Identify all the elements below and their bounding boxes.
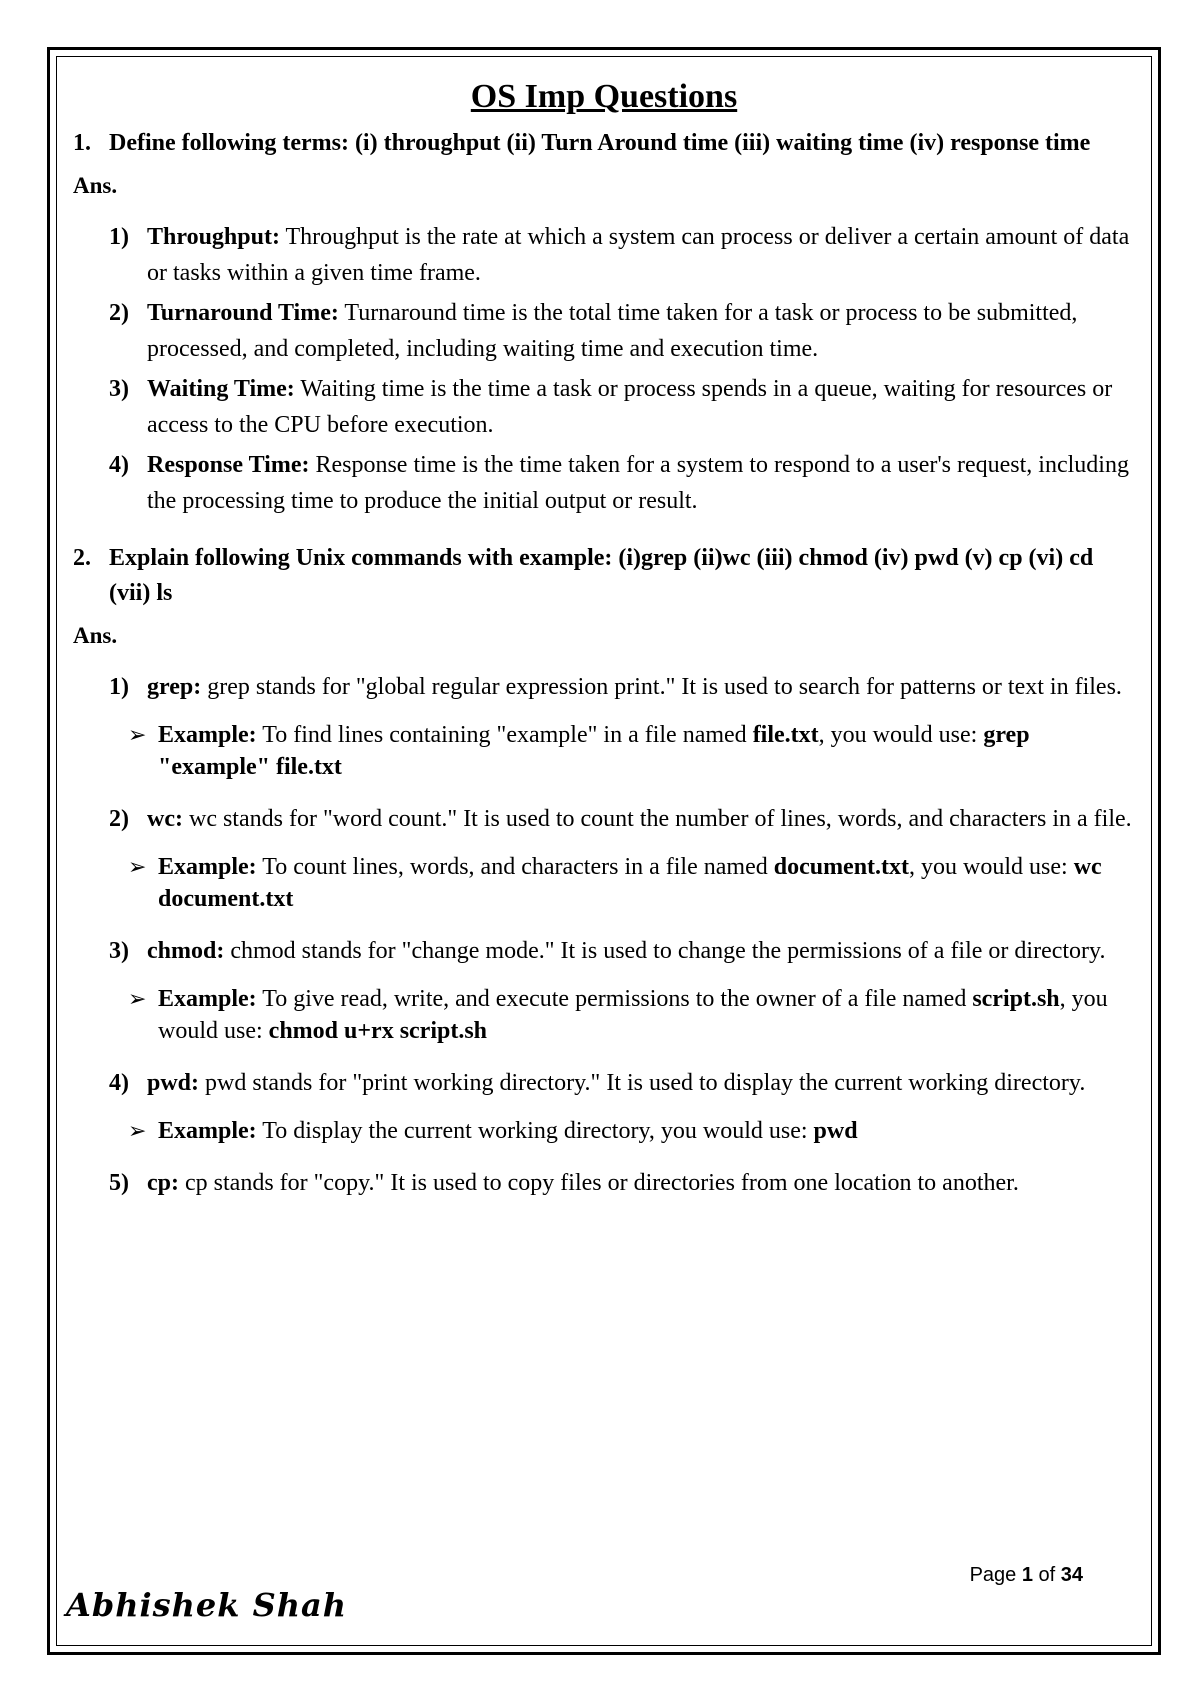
item-number: 3): [109, 938, 129, 964]
definition: Waiting time is the time a task or process spends in a queue, waiting for resources or access to the CPU before execution.: [147, 376, 1113, 438]
question-text: Define following terms: (i) throughput (ii) Turn Around time (iii) waiting time (iv) response time: [109, 130, 1091, 156]
item-number: 5): [109, 1170, 129, 1196]
example: [128, 1115, 1135, 1147]
page-of: of: [1032, 1564, 1061, 1586]
example-text: To give read, write, and execute permissions to the owner of a file named: [256, 986, 973, 1012]
example-command: grep "example" file.txt: [158, 722, 1030, 780]
definition: Turnaround time is the total time taken for a task or process to be submitted, processed, and completed, including waiting time and execution time.: [147, 300, 1078, 362]
example-label: Example:: [158, 722, 257, 748]
item-number: 2): [109, 300, 129, 326]
definition: grep stands for "global regular expression print." It is used to search for patterns or text in files.: [201, 674, 1122, 700]
term: chmod:: [147, 938, 225, 964]
item-number: 4): [109, 452, 129, 478]
document-title: OS Imp Questions: [470, 78, 738, 115]
example-file: script.sh: [972, 986, 1060, 1012]
example: [128, 719, 1135, 783]
example-command: wc document.txt: [158, 854, 1102, 912]
example: [128, 983, 1135, 1047]
list-item: [109, 933, 1135, 969]
question-text: Explain following Unix commands with example: (i)grep (ii)wc (iii) chmod (iv) pwd (v) cp (vi) cd (vii) ls: [109, 545, 1094, 606]
example-label: Example:: [158, 854, 257, 880]
example-text: To display the current working directory, you would use:: [256, 1118, 814, 1144]
example-text: , you would use:: [909, 854, 1074, 880]
page-current: 1: [1021, 1564, 1033, 1586]
term: wc:: [147, 806, 183, 832]
arrow-bullet-icon: ➢: [128, 1118, 147, 1143]
example-file: document.txt: [773, 854, 910, 880]
definition: cp stands for "copy." It is used to copy files or directories from one location to another.: [179, 1170, 1019, 1196]
example-label: Example:: [158, 1118, 257, 1144]
example-command: chmod u+rx script.sh: [268, 1018, 488, 1044]
example-label: Example:: [158, 986, 257, 1012]
example: [128, 851, 1135, 915]
definition: wc stands for "word count." It is used to count the number of lines, words, and characters in a file.: [182, 806, 1132, 832]
list-item: [109, 371, 1135, 443]
arrow-bullet-icon: ➢: [128, 986, 147, 1011]
example-text: , you would use:: [158, 986, 1108, 1044]
item-number: 1): [109, 224, 129, 250]
document-content: [73, 70, 1135, 1201]
term: Throughput:: [147, 224, 280, 250]
list-item: [109, 1065, 1135, 1101]
item-number: 1): [109, 674, 129, 700]
example-file: file.txt: [752, 722, 819, 748]
list-item: [109, 1165, 1135, 1201]
term: Waiting Time:: [147, 376, 295, 402]
term: cp:: [147, 1170, 179, 1196]
definition: Response time is the time taken for a system to respond to a user's request, including the processing time to produce the initial output or result.: [147, 452, 1129, 514]
term: Turnaround Time:: [147, 300, 339, 326]
answer-label: Ans.: [73, 173, 118, 198]
example-text: To count lines, words, and characters in a file named: [256, 854, 774, 880]
answer-label: Ans.: [73, 623, 118, 648]
list-item: [109, 295, 1135, 367]
example-text: , you would use:: [818, 722, 984, 748]
definition: chmod stands for "change mode." It is used to change the permissions of a file or directory.: [224, 938, 1106, 964]
question-1: [73, 126, 1135, 161]
definition: pwd stands for "print working directory." It is used to display the current working directory.: [199, 1070, 1086, 1096]
question-number: 2.: [73, 545, 91, 571]
example-command: pwd: [813, 1118, 858, 1144]
item-number: 3): [109, 376, 129, 402]
term: Response Time:: [147, 452, 310, 478]
example-text: To find lines containing "example" in a file named: [256, 722, 753, 748]
author-signature: Abhishek Shah: [66, 1586, 347, 1624]
list-item: [109, 669, 1135, 705]
page-number: [970, 1564, 1083, 1587]
term: grep:: [147, 674, 202, 700]
term: pwd:: [147, 1070, 200, 1096]
definition: Throughput is the rate at which a system can process or deliver a certain amount of data or tasks within a given time frame.: [147, 224, 1130, 286]
item-number: 4): [109, 1070, 129, 1096]
arrow-bullet-icon: ➢: [128, 854, 147, 879]
item-number: 2): [109, 806, 129, 832]
page-label: Page: [969, 1564, 1022, 1586]
list-item: [109, 219, 1135, 291]
question-number: 1.: [73, 130, 91, 156]
list-item: [109, 801, 1135, 837]
list-item: [109, 447, 1135, 519]
page-total: 34: [1060, 1564, 1083, 1586]
question-2: [73, 541, 1135, 611]
arrow-bullet-icon: ➢: [128, 722, 147, 747]
